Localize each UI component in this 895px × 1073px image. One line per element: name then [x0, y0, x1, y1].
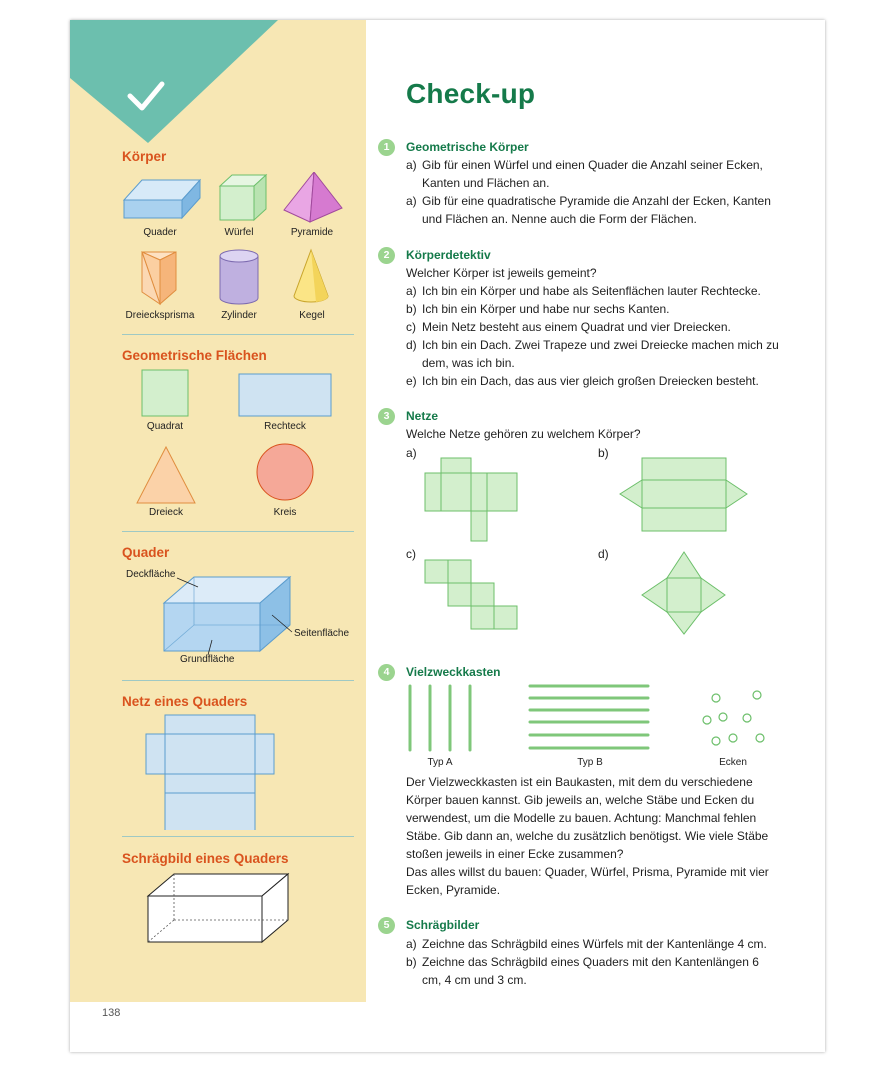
exercise-1-item-b: a) Gib für eine quadratische Pyramide die Anzahl der Ecken, Kanten und Flächen an. Nenne auch die Form der Flächen. [406, 194, 771, 226]
exercise-heading-3: Netze [406, 409, 439, 423]
sidebar-heading-koerper: Körper [122, 149, 167, 164]
sidebar-heading-flaechen: Geometrische Flächen [122, 348, 267, 363]
exercise-2-intro: Welcher Körper ist jeweils gemeint? [406, 266, 597, 280]
sidebar-heading-quader: Quader [122, 545, 170, 560]
page-title: Check-up [406, 78, 536, 109]
exercise-number-5: 5 [378, 917, 395, 934]
kegel-shape [294, 250, 328, 302]
exercise-number-3: 3 [378, 408, 395, 425]
sidebar-divider [122, 836, 354, 837]
sidebar-divider [122, 680, 354, 681]
exercise-heading-5: Schrägbilder [406, 918, 480, 932]
exercise-3-intro: Welche Netze gehören zu welchem Körper? [406, 427, 641, 441]
quadrat-shape [142, 370, 188, 416]
label-dreiecksprisma: Dreiecksprisma [125, 310, 195, 321]
label-kreis: Kreis [273, 507, 297, 518]
exercise-heading-4: Vielzweckkasten [406, 665, 501, 679]
net-label-a: a) [406, 446, 417, 460]
label-pyramide: Pyramide [290, 227, 334, 238]
caption-typ-a: Typ A [427, 757, 453, 768]
exercise-number-1: 1 [378, 139, 395, 156]
sidebar-heading-netz: Netz eines Quaders [122, 694, 248, 709]
exercise-2-item-a: a) Ich bin ein Körper und habe als Seitenflächen lauter Rechtecke. [406, 284, 761, 298]
page-number: 138 [102, 1007, 121, 1019]
net-label-c: c) [406, 547, 416, 561]
exercise-2-item-b: b) Ich bin ein Körper und habe nur sechs Kanten. [406, 302, 670, 316]
label-rechteck: Rechteck [264, 421, 306, 432]
label-zylinder: Zylinder [221, 310, 257, 321]
caption-typ-b: Typ B [577, 757, 603, 768]
vielzweckkasten-illustration [400, 680, 780, 760]
exercise-5-item-b: b) Zeichne das Schrägbild eines Quaders mit den Kantenlängen 6 cm, 4 cm und 3 cm. [406, 955, 759, 987]
label-dreieck: Dreieck [149, 507, 183, 518]
label-quadrat: Quadrat [146, 421, 184, 432]
exercise-heading-2: Körperdetektiv [406, 248, 491, 262]
quader-labeled-illustration [120, 565, 360, 665]
pyramide-shape [284, 172, 342, 222]
net-c [425, 560, 517, 629]
checkup-banner [70, 20, 280, 145]
sidebar-divider [122, 334, 354, 335]
exercise-number-4: 4 [378, 664, 395, 681]
quader-netz-illustration [140, 710, 280, 830]
exercise-4-paragraph-2: Das alles willst du bauen: Quader, Würfel, Prisma, Pyramide mit vier Ecken, Pyramide. [406, 865, 769, 897]
dreieck-shape [137, 447, 195, 503]
rechteck-shape [239, 374, 331, 416]
label-quader: Quader [143, 227, 177, 238]
exercise-4-paragraph: Der Vielzweckkasten ist ein Baukasten, mit dem du verschiedene Körper bauen kannst. Gib jeweils an, welche Stäbe und Ecken du verwendest, um die Modelle zu bauen. Achtung: Manchmal fehlen Stäbe. Gib dann an, welche du zusätzlich benötigst. Wie viele Stäbe stoßen jeweils in einer Ecke zusammen? [406, 775, 769, 861]
net-a [425, 458, 517, 541]
koerper-illustrations [120, 172, 360, 330]
exercise-2-item-c: c) Mein Netz besteht aus einem Quadrat und vier Dreiecken. [406, 320, 731, 334]
net-label-d: d) [598, 547, 609, 561]
kreis-shape [257, 444, 313, 500]
quader-shape [124, 180, 200, 218]
label-kegel: Kegel [299, 310, 325, 321]
label-seitenflaeche: Seitenfläche [294, 628, 350, 639]
zylinder-shape [220, 250, 258, 304]
label-grundflaeche: Grundfläche [180, 654, 235, 665]
exercise-2-item-e: e) Ich bin ein Dach, das aus vier gleich großen Dreiecken besteht. [406, 374, 759, 388]
exercise-number-2: 2 [378, 247, 395, 264]
exercise-heading-1: Geometrische Körper [406, 140, 529, 154]
sidebar-heading-schraegbild: Schrägbild eines Quaders [122, 851, 289, 866]
exercise-5-item-a: a) Zeichne das Schrägbild eines Würfels mit der Kantenlänge 4 cm. [406, 937, 767, 951]
sidebar-divider [122, 531, 354, 532]
netze-illustrations [420, 450, 760, 640]
label-wuerfel: Würfel [224, 227, 254, 238]
dreiecksprisma-shape [142, 252, 176, 304]
net-label-b: b) [598, 446, 609, 460]
flaechen-illustrations [120, 365, 360, 510]
schraegbild-illustration [140, 868, 300, 948]
label-deckflaeche: Deckfläche [126, 569, 176, 580]
wuerfel-shape [220, 175, 266, 220]
exercise-2-item-d: d) Ich bin ein Dach. Zwei Trapeze und zwei Dreiecke machen mich zu dem, was ich bin. [406, 338, 779, 370]
net-d [642, 552, 725, 634]
exercise-1-item-a: a) Gib für einen Würfel und einen Quader die Anzahl seiner Ecken, Kanten und Flächen an. [406, 158, 763, 190]
net-b [620, 458, 747, 531]
caption-ecken: Ecken [719, 757, 747, 768]
